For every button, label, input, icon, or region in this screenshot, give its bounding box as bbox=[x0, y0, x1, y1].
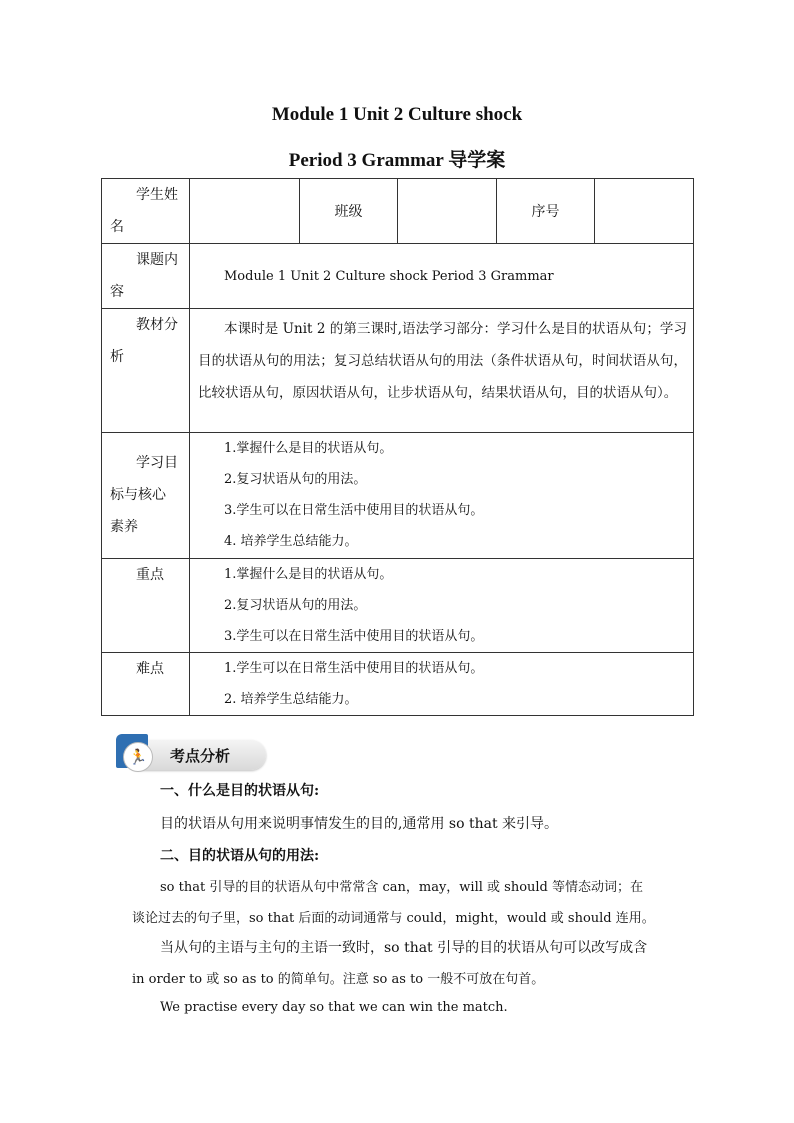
objectives-row bbox=[102, 433, 694, 559]
list-item: 4. 培养学生总结能力。 bbox=[224, 534, 358, 549]
seat-number-label: 序号 bbox=[497, 179, 595, 244]
example-sentence: We practise every day so that we can win the match. bbox=[160, 1000, 508, 1015]
key-points-content bbox=[190, 559, 694, 653]
paragraph-definition: 目的状语从句用来说明事情发生的目的,通常用 so that 来引导。 bbox=[160, 816, 559, 832]
key-points-row bbox=[102, 559, 694, 653]
list-item: 2.复习状语从句的用法。 bbox=[224, 598, 367, 613]
runner-icon: 🏃 bbox=[123, 742, 153, 772]
objectives-content bbox=[190, 433, 694, 559]
material-analysis-label: 教材分 析 bbox=[102, 309, 190, 433]
material-analysis-row bbox=[102, 309, 694, 433]
paragraph-rewrite-line1: 当从句的主语与主句的主语一致时，so that 引导的目的状语从句可以改写成含 bbox=[160, 940, 648, 956]
topic-label: 课题内 容 bbox=[102, 244, 190, 309]
heading-what-is: 一、什么是目的状语从句: bbox=[160, 783, 320, 799]
difficulties-content bbox=[190, 653, 694, 716]
list-item: 2.复习状语从句的用法。 bbox=[224, 472, 367, 487]
list-item: 3.学生可以在日常生活中使用目的状语从句。 bbox=[224, 629, 484, 644]
list-item: 2. 培养学生总结能力。 bbox=[224, 692, 358, 707]
topic-row bbox=[102, 244, 694, 309]
objectives-label: 学习目 标与核心 素养 bbox=[102, 433, 190, 559]
paragraph-rewrite-line2: in order to 或 so as to 的简单句。注意 so as to 一般不可放在句首。 bbox=[132, 972, 545, 987]
class-field[interactable] bbox=[398, 179, 497, 244]
section-badge bbox=[116, 734, 266, 772]
key-points-label: 重点 bbox=[102, 559, 190, 653]
paragraph-usage-line2: 谈论过去的句子里，so that 后面的动词通常与 could，might，would 或 should 连用。 bbox=[132, 911, 655, 926]
section-badge-label: 考点分析 bbox=[170, 747, 231, 765]
difficulties-row bbox=[102, 653, 694, 716]
list-item: 1.学生可以在日常生活中使用目的状语从句。 bbox=[224, 661, 484, 676]
seat-number-field[interactable] bbox=[595, 179, 694, 244]
student-name-field[interactable] bbox=[190, 179, 300, 244]
student-info-row bbox=[102, 179, 694, 244]
list-item: 3.学生可以在日常生活中使用目的状语从句。 bbox=[224, 503, 484, 518]
class-label: 班级 bbox=[300, 179, 398, 244]
paragraph-usage-line1: so that 引导的目的状语从句中常常含 can，may，will 或 should 等情态动词；在 bbox=[160, 880, 644, 895]
heading-usage: 二、目的状语从句的用法: bbox=[160, 848, 320, 864]
student-name-label: 学生姓 名 bbox=[102, 179, 190, 244]
list-item: 1.掌握什么是目的状语从句。 bbox=[224, 441, 393, 456]
document-title: Module 1 Unit 2 Culture shock bbox=[271, 104, 523, 125]
topic-content: Module 1 Unit 2 Culture shock Period 3 Grammar bbox=[190, 244, 694, 309]
material-analysis-content: 本课时是 Unit 2 的第三课时,语法学习部分：学习什么是目的状语从句；学习目的状语从句的用法；复习总结状语从句的用法（条件状语从句，时间状语从句，比较状语从句，原因状语从句，让步状语从句，结果状语从句，目的状语从句）。 bbox=[190, 309, 694, 433]
lesson-info-table bbox=[101, 178, 694, 716]
document-subtitle: Period 3 Grammar 导学案 bbox=[288, 150, 506, 171]
difficulties-label: 难点 bbox=[102, 653, 190, 716]
list-item: 1.掌握什么是目的状语从句。 bbox=[224, 567, 393, 582]
